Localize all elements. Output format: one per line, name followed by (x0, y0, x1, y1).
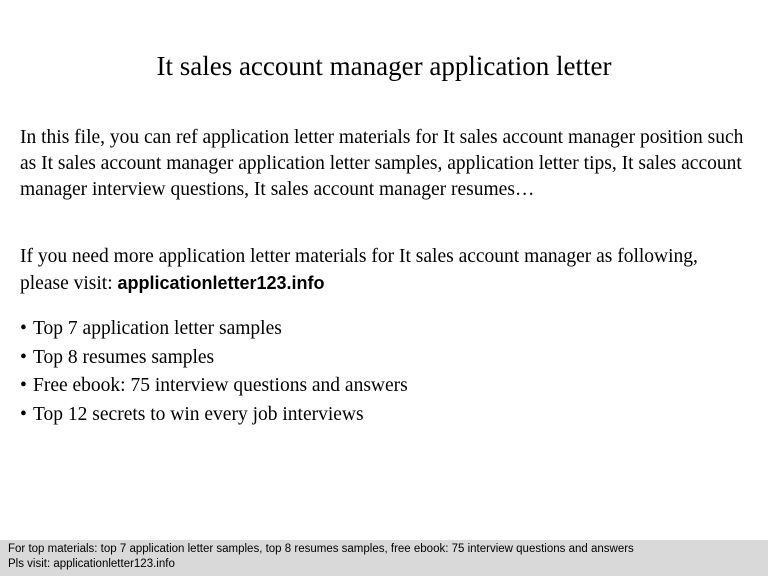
bullet-item (20, 344, 750, 373)
bullet-item (20, 315, 750, 344)
visit-text: If you need more application letter materials for It sales account manager as following, please visit: (20, 246, 698, 294)
visit-link[interactable]: applicationletter123.info (117, 273, 325, 293)
bullet-item (20, 401, 750, 430)
bullet-text: Top 8 resumes samples (33, 346, 215, 368)
footer-line-2: Pls visit: applicationletter123.info (8, 558, 175, 570)
page-title: It sales account manager application letter (156, 51, 612, 81)
footer-bar (0, 540, 768, 576)
bullet-text: Top 7 application letter samples (33, 318, 282, 339)
bullet-text: Top 12 secrets to win every job interviews (33, 403, 364, 425)
bullet-text: Free ebook: 75 interview questions and answers (33, 375, 408, 396)
visit-paragraph (20, 244, 750, 297)
intro-paragraph: In this file, you can ref application letter materials for It sales account manager position such as It sales account manager application letter samples, application letter tips, It sales account manager interview questions, It sales account manager resumes… (20, 127, 744, 200)
footer-line-1: For top materials: top 7 application letter samples, top 8 resumes samples, free ebook: 75 interview questions and answers (8, 543, 634, 555)
bullet-item (20, 372, 750, 401)
bullet-list (20, 315, 750, 429)
